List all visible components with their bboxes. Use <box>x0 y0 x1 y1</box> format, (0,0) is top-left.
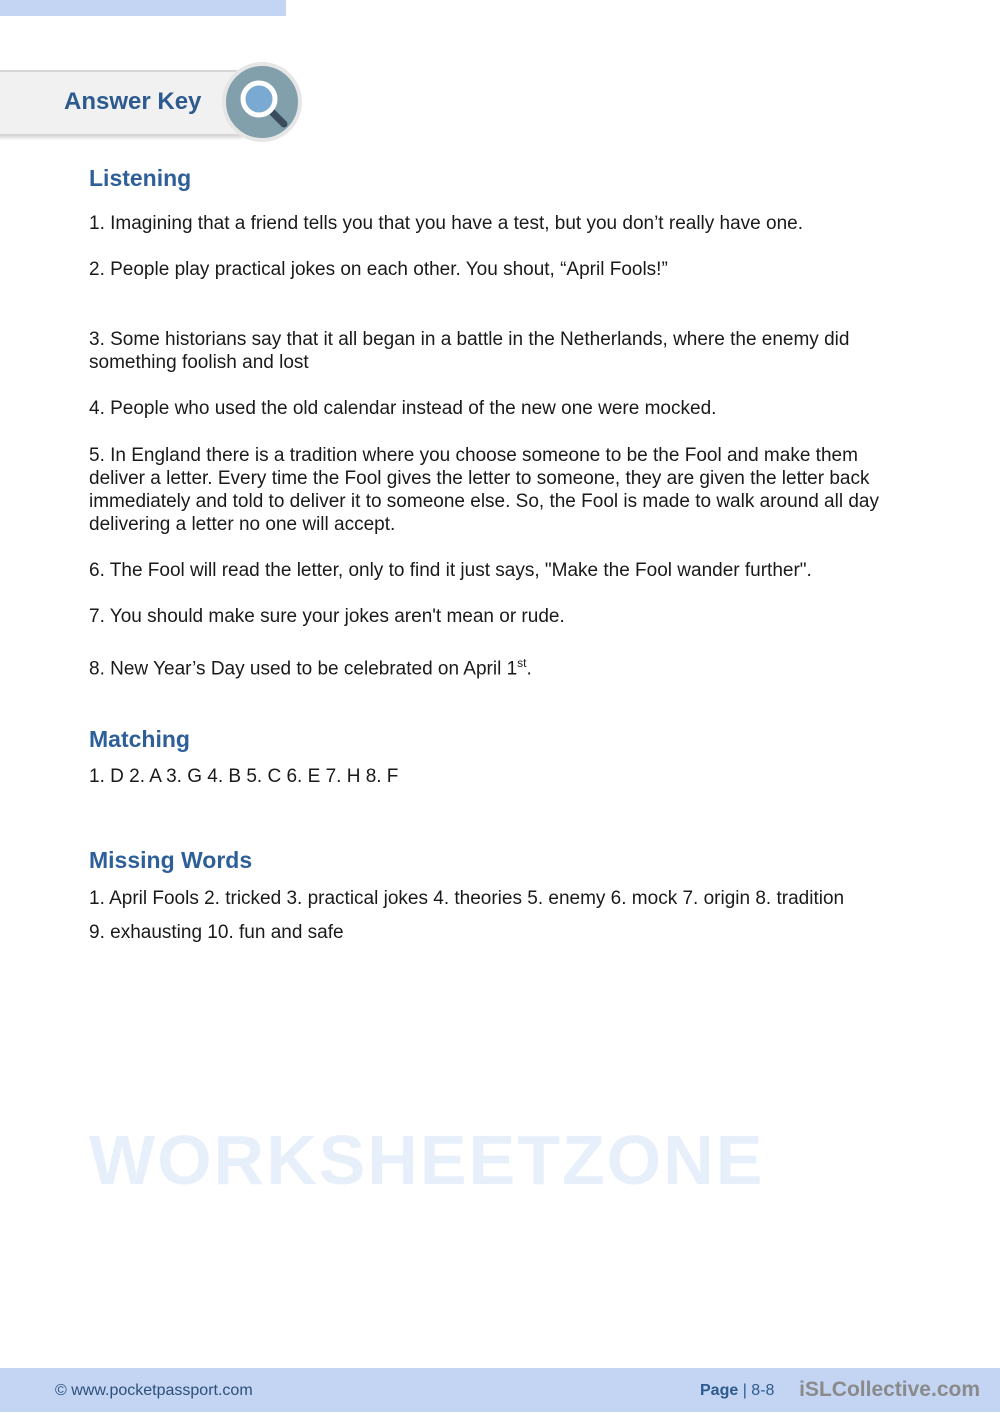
listening-answer-8 <box>89 652 919 680</box>
listening-answer-6: 6. The Fool will read the letter, only to find it just says, "Make the Fool wander further". <box>89 560 812 581</box>
page-label: Page <box>700 1382 739 1399</box>
listening-answer-2: 2. People play practical jokes on each other. You shout, “April Fools!” <box>89 259 668 280</box>
listening-answer-1: 1. Imagining that a friend tells you that you have a test, but you don’t really have one. <box>89 213 804 234</box>
listening-answer-7: 7. You should make sure your jokes aren't mean or rude. <box>89 606 565 627</box>
page-num: 8-8 <box>751 1382 775 1399</box>
magnifier-icon <box>226 66 298 138</box>
answer-8-sup: st <box>517 656 527 670</box>
answer-8-end: . <box>526 658 532 680</box>
missing-words-line-1: 1. April Fools 2. tricked 3. practical jokes 4. theories 5. enemy 6. mock 7. origin 8. tradition <box>89 888 845 909</box>
listening-answer-4: 4. People who used the old calendar instead of the new one were mocked. <box>89 398 717 419</box>
missing-words-line-2: 9. exhausting 10. fun and safe <box>89 922 344 943</box>
watermark: WORKSHEETZONE <box>89 1121 765 1199</box>
page-title: Answer Key <box>64 88 202 115</box>
page-number <box>700 1382 774 1400</box>
footer-brand: iSLCollective.com <box>799 1378 980 1401</box>
top-bar <box>0 0 286 16</box>
section-title-matching: Matching <box>89 726 190 752</box>
section-title-listening: Listening <box>89 165 192 191</box>
section-title-missing-words: Missing Words <box>89 847 253 873</box>
footer-website-link[interactable]: © www.pocketpassport.com <box>55 1382 253 1399</box>
matching-answers: 1. D 2. A 3. G 4. B 5. C 6. E 7. H 8. F <box>89 766 399 787</box>
magnifier-badge <box>222 62 302 142</box>
listening-answer-3: 3. Some historians say that it all began in a battle in the Netherlands, where the enemy did something foolish and lost <box>89 329 850 373</box>
answer-8-text: 8. New Year’s Day used to be celebrated on April 1 <box>89 658 518 680</box>
listening-answer-5: 5. In England there is a tradition where you choose someone to be the Fool and make them deliver a letter. Every time the Fool gives the letter to someone, they are given the letter back immediately and told to deliver it to someone else. So, the Fool is made to walk around all day delivering a letter no one will accept. <box>89 445 879 535</box>
page-separator: | <box>738 1382 752 1399</box>
